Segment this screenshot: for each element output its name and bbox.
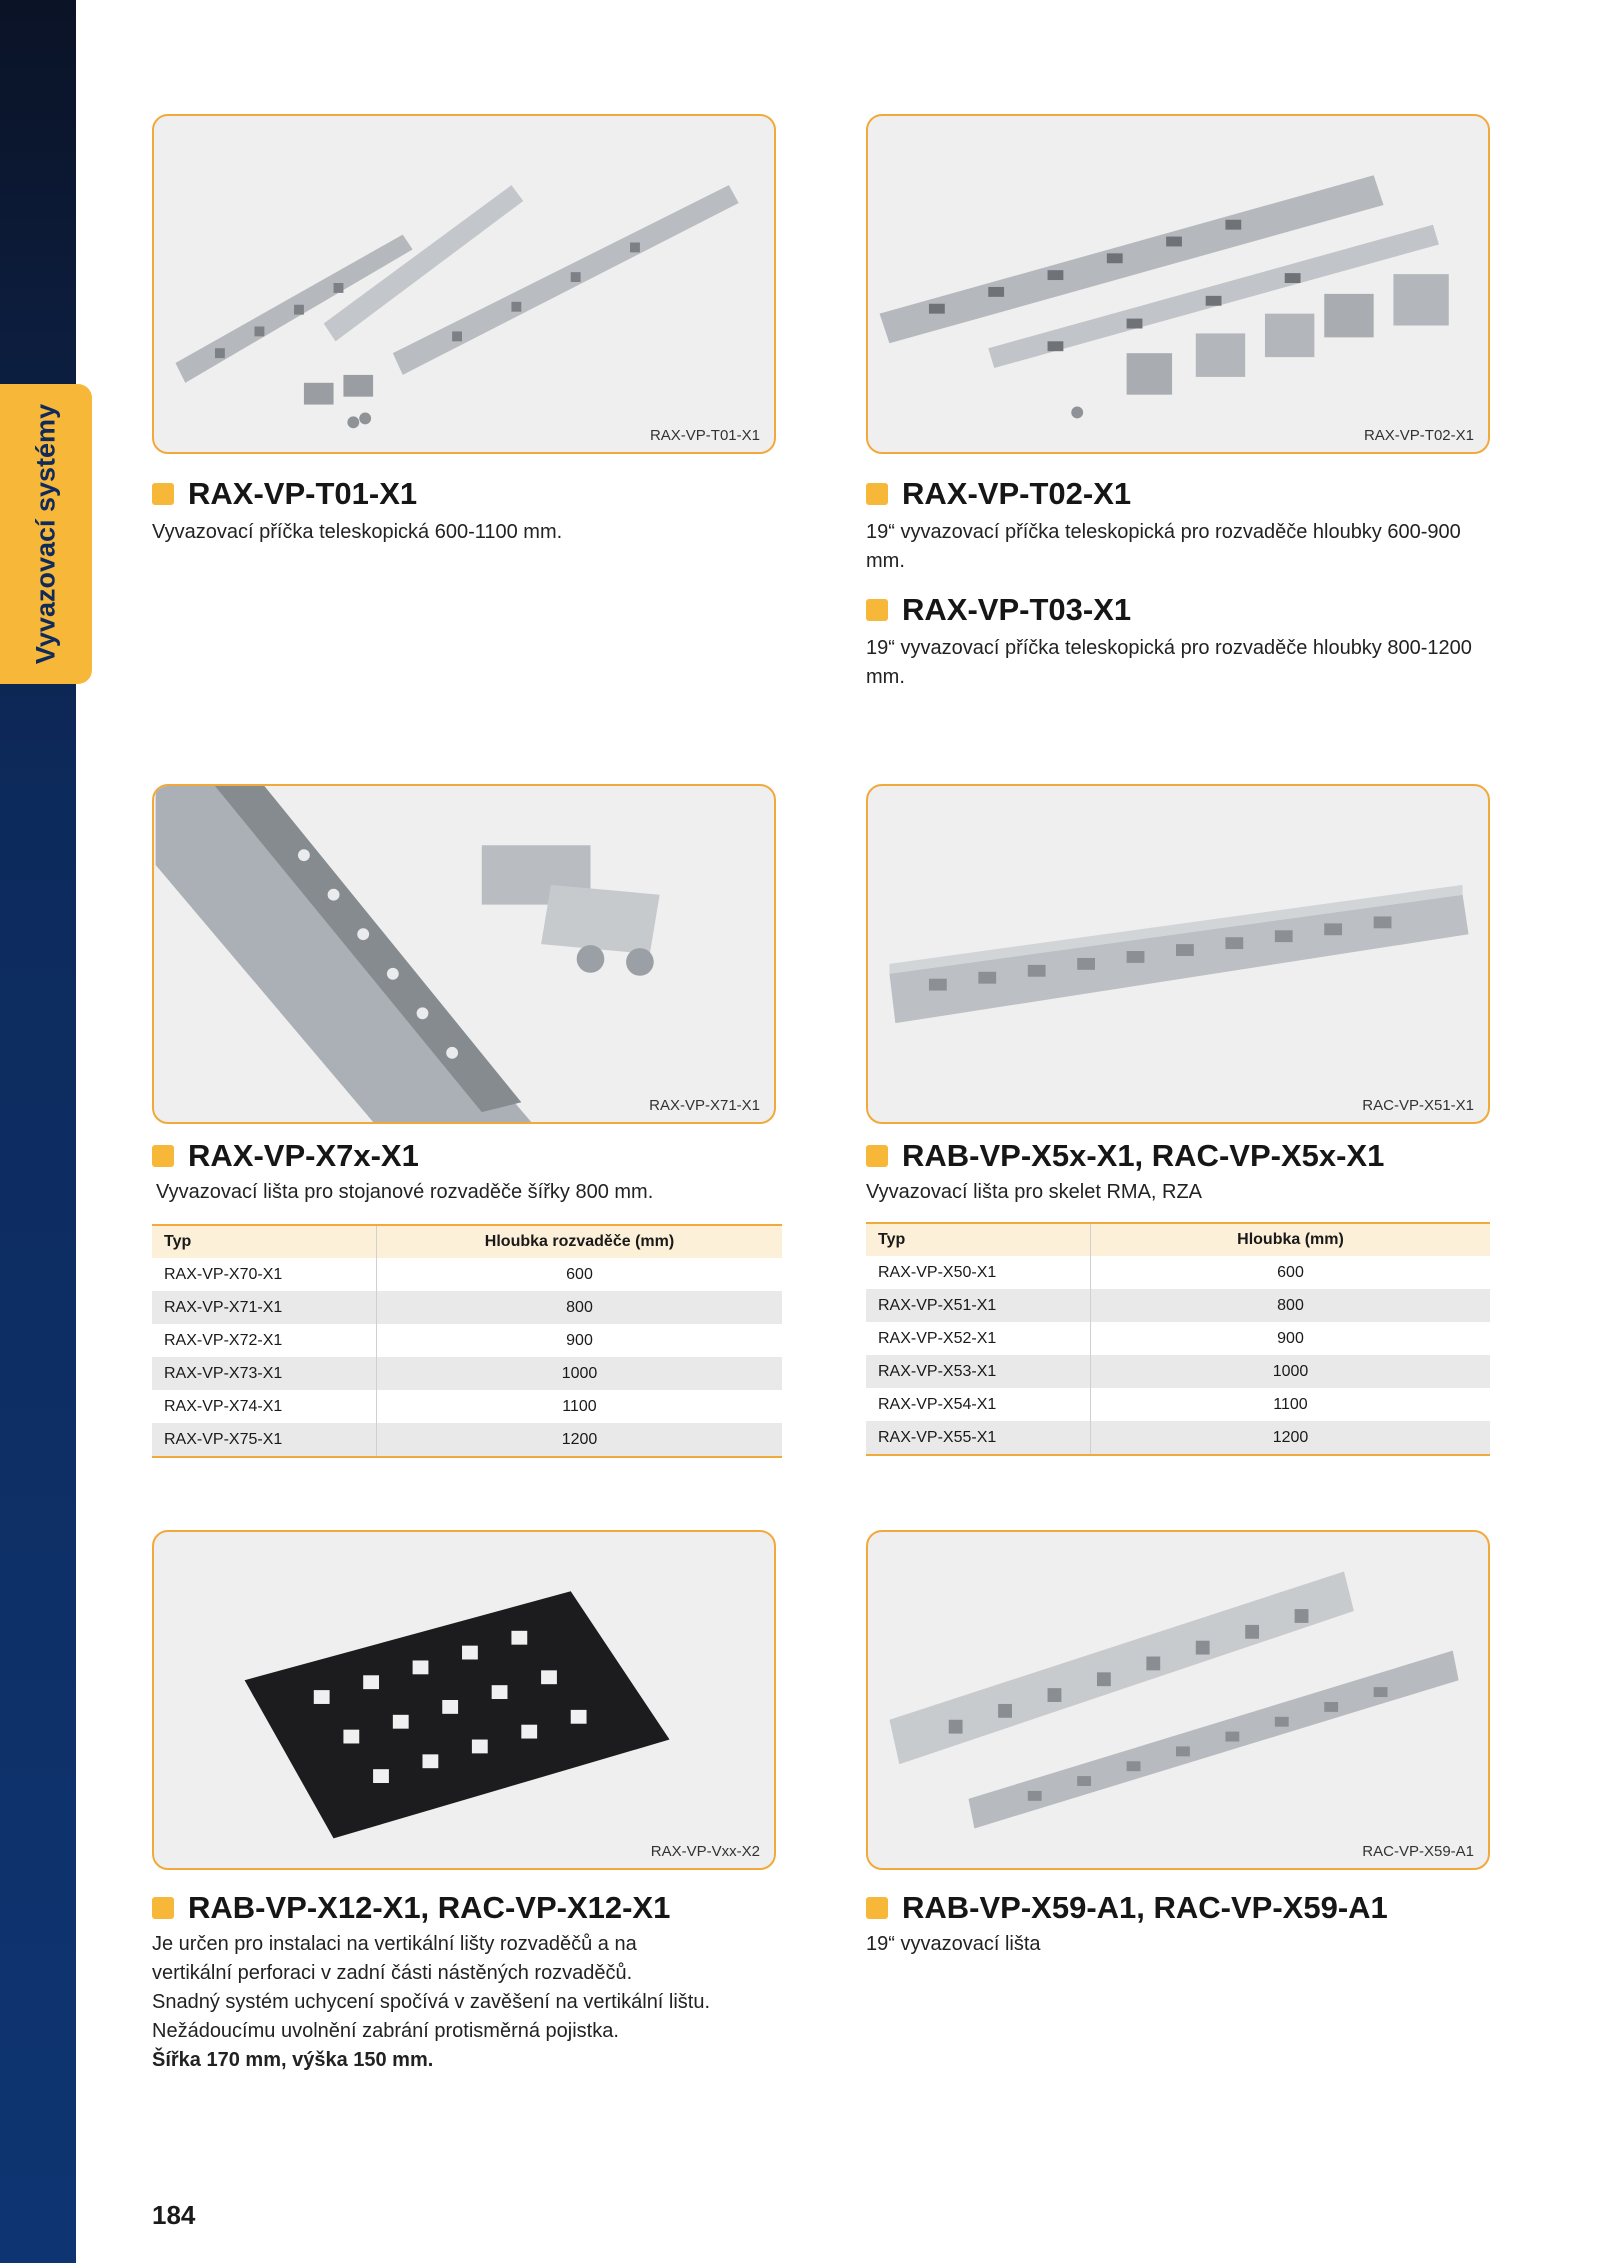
product-image-card bbox=[866, 784, 1490, 1124]
bullet-square-icon bbox=[866, 483, 888, 505]
table-row: RAX-VP-X74-X1 1100 bbox=[152, 1390, 782, 1423]
product-description: Vyvazovací lišta pro stojanové rozvaděče šířky 800 mm. bbox=[156, 1181, 654, 1203]
table-row: RAX-VP-X52-X1 900 bbox=[866, 1322, 1490, 1355]
telescopic-bar-illustration bbox=[154, 116, 774, 452]
section-tab bbox=[0, 384, 92, 684]
depth-table bbox=[152, 1224, 782, 1458]
table-row: RAX-VP-X54-X1 1100 bbox=[866, 1388, 1490, 1421]
product-title: RAB-VP-X59-A1, RAC-VP-X59-A1 bbox=[866, 1890, 1388, 1926]
image-caption: RAX-VP-T02-X1 bbox=[1363, 427, 1474, 444]
product-title: RAX-VP-T02-X1 bbox=[866, 476, 1131, 512]
product-title: RAX-VP-T03-X1 bbox=[866, 592, 1131, 628]
table-header: Typ bbox=[152, 1225, 377, 1258]
bullet-square-icon bbox=[152, 483, 174, 505]
product-description: Vyvazovací lišta pro skelet RMA, RZA bbox=[866, 1181, 1203, 1203]
table-row: RAX-VP-X72-X1 900 bbox=[152, 1324, 782, 1357]
product-description: Je určen pro instalaci na vertikální lišty rozvaděčů a na vertikální perforaci v zadní části nástěných rozvaděčů. Snadný systém uchycení spočívá v zavěšení na vertikální lištu. Nežádoucímu uvolnění zabrání protisměrná pojistka. Šířka 170 mm, výška 150 mm. bbox=[152, 1933, 711, 2071]
image-caption: RAC-VP-X51-X1 bbox=[1362, 1097, 1474, 1114]
image-caption: RAX-VP-T01-X1 bbox=[649, 427, 760, 444]
bullet-square-icon bbox=[866, 1897, 888, 1919]
product-image-card bbox=[866, 1530, 1490, 1870]
depth-table bbox=[866, 1222, 1490, 1456]
product-image-card bbox=[152, 784, 776, 1124]
table-row: RAX-VP-X53-X1 1000 bbox=[866, 1355, 1490, 1388]
table-header: Typ bbox=[866, 1223, 1091, 1256]
product-description: Vyvazovací příčka teleskopická 600-1100 mm. bbox=[152, 521, 563, 543]
rma-bar-illustration bbox=[868, 786, 1488, 1122]
sidebar bbox=[0, 0, 76, 2263]
image-caption: RAX-VP-Vxx-X2 bbox=[650, 1843, 760, 1860]
telescopic-bar-19-illustration bbox=[868, 116, 1488, 452]
vertical-bar-illustration bbox=[154, 786, 774, 1122]
image-caption: RAC-VP-X59-A1 bbox=[1362, 1843, 1474, 1860]
dimensions-note: Šířka 170 mm, výška 150 mm. bbox=[152, 2049, 434, 2071]
table-row: RAX-VP-X73-X1 1000 bbox=[152, 1357, 782, 1390]
product-title: RAB-VP-X12-X1, RAC-VP-X12-X1 bbox=[152, 1890, 670, 1926]
image-caption: RAX-VP-X71-X1 bbox=[649, 1097, 760, 1114]
product-image-card bbox=[152, 114, 776, 454]
bullet-square-icon bbox=[866, 599, 888, 621]
product-image-card bbox=[866, 114, 1490, 454]
bullet-square-icon bbox=[152, 1145, 174, 1167]
table-row: RAX-VP-X55-X1 1200 bbox=[866, 1421, 1490, 1455]
page-number: 184 bbox=[152, 2200, 196, 2230]
table-row: RAX-VP-X51-X1 800 bbox=[866, 1289, 1490, 1322]
bullet-square-icon bbox=[152, 1897, 174, 1919]
table-header: Hloubka rozvaděče (mm) bbox=[377, 1225, 783, 1258]
product-description: 19“ vyvazovací lišta bbox=[866, 1933, 1041, 1955]
bullet-square-icon bbox=[866, 1145, 888, 1167]
product-title: RAB-VP-X5x-X1, RAC-VP-X5x-X1 bbox=[866, 1138, 1384, 1174]
table-row: RAX-VP-X50-X1 600 bbox=[866, 1256, 1490, 1289]
table-row: RAX-VP-X75-X1 1200 bbox=[152, 1423, 782, 1457]
product-title: RAX-VP-T01-X1 bbox=[152, 476, 417, 512]
product-image-card bbox=[152, 1530, 776, 1870]
product-description: 19“ vyvazovací příčka teleskopická pro rozvaděče hloubky 800-1200 mm. bbox=[866, 637, 1472, 688]
table-row: RAX-VP-X71-X1 800 bbox=[152, 1291, 782, 1324]
product-title: RAX-VP-X7x-X1 bbox=[152, 1138, 419, 1174]
black-plate-illustration bbox=[154, 1532, 774, 1868]
product-description: 19“ vyvazovací příčka teleskopická pro rozvaděče hloubky 600-900 mm. bbox=[866, 521, 1461, 572]
section-tab-label: Vyvazovací systémy bbox=[30, 403, 61, 665]
table-header: Hloubka (mm) bbox=[1091, 1223, 1491, 1256]
19-inch-bar-illustration bbox=[868, 1532, 1488, 1868]
table-row: RAX-VP-X70-X1 600 bbox=[152, 1258, 782, 1291]
